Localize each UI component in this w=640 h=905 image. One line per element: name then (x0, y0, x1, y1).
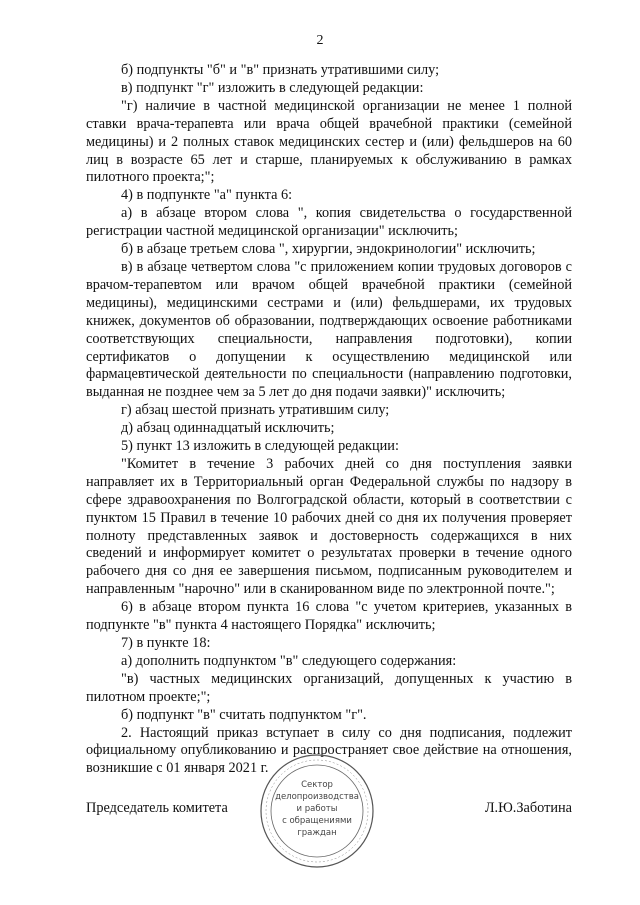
paragraph: г) абзац шестой признать утратившим силу; (121, 402, 390, 419)
paragraph: б) подпункт "в" считать подпунктом "г". (121, 706, 367, 723)
stamp-line: Сектор (301, 780, 333, 790)
paragraph: в) в абзаце четвертом слова "с приложением копии трудовых договоров с врачом-терапевтом или врачом общей врачебной практики (семейной медицины), медицинскими сестрами и (или) фельдшерами, их трудовых книжек, документов об образовании, подтверждающих освоение работниками соответствующих специальности, направления подготовки), копии сертификатов о допущении к осуществлению медицинской или фармацевтической деятельности по специальности (направлению подготовки, выданная не позднее чем за 5 лет до дня подачи заявки)" исключить; (86, 258, 572, 401)
paragraph: 2. Настоящий приказ вступает в силу со дня подписания, подлежит официальному опубликованию и распространяет свое действие на отношения, возникшие с 01 января 2021 г. (86, 724, 572, 777)
paragraph: "г) наличие в частной медицинской организации не менее 1 полной ставки врача-терапевта или врача общей врачебной практики (семейной медицины) и 2 полных ставок медицинских сестер и (или) фельдшеров на 60 лиц в возрасте 65 лет и старше, планируемых к обслуживанию в рамках пилотного проекта;"; (86, 97, 572, 186)
stamp (258, 752, 376, 870)
paragraph: "Комитет в течение 3 рабочих дней со дня поступления заявки направляет их в Территориальный орган Федеральной службы по надзору в сфере здравоохранения по Волгоградской области, который в соответствии с пунктом 15 Правил в течение 10 рабочих дней со дня их получения проверяет полноту представленных заявок и достоверность содержащихся в них сведений и информирует комитет о результатах проверки в течение одного рабочего дня со дня ее завершения письмом, подписанным руководителем и направленным "нарочно" или в сканированном виде по электронной почте."; (86, 455, 572, 598)
paragraph: б) подпункты "б" и "в" признать утратившими силу; (121, 62, 440, 78)
paragraph: 4) в подпункте "а" пункта 6: (121, 187, 293, 204)
paragraph: д) абзац одиннадцатый исключить; (121, 420, 335, 437)
paragraph: а) в абзаце втором слова ", копия свидетельства о государственной регистрации частной медицинской организации" исключить; (86, 205, 572, 240)
page-number: 2 (316, 33, 324, 48)
paragraph: 6) в абзаце втором пункта 16 слова "с учетом критериев, указанных в подпункте "в" пункта 4 настоящего Порядка" исключить; (86, 599, 572, 634)
signatory-name: Л.Ю.Заботина (484, 800, 572, 816)
stamp-line: граждан (297, 828, 337, 838)
stamp-line: с обращениями (282, 816, 352, 826)
stamp-line: и работы (296, 804, 338, 814)
stamp-line: делопроизводства (275, 792, 359, 802)
paragraph: а) дополнить подпунктом "в" следующего содержания: (121, 652, 457, 669)
paragraph: 7) в пункте 18: (121, 635, 211, 651)
paragraph: в) подпункт "г" изложить в следующей редакции: (121, 79, 424, 96)
document-body (86, 62, 572, 778)
paragraph: б) в абзаце третьем слова ", хирургии, эндокринологии" исключить; (121, 241, 536, 258)
signatory-title: Председатель комитета (86, 800, 228, 816)
paragraph: 5) пункт 13 изложить в следующей редакции: (121, 438, 399, 455)
paragraph: "в) частных медицинских организаций, допущенных к участию в пилотном проекте;"; (86, 670, 572, 705)
